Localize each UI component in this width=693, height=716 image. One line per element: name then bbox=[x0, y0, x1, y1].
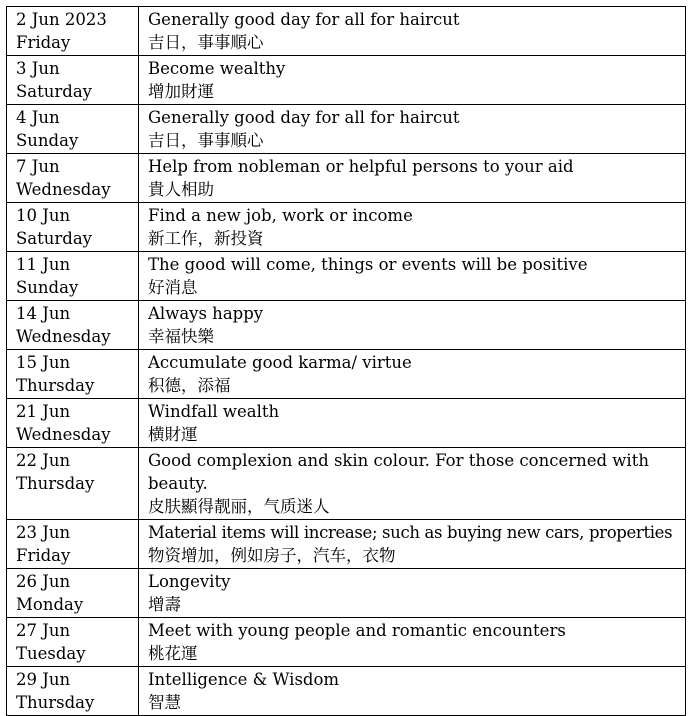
weekday-text: Saturday bbox=[16, 82, 93, 101]
english-meaning: The good will come, things or events will be positive bbox=[148, 255, 588, 274]
date-cell bbox=[7, 301, 139, 350]
english-meaning: Meet with young people and romantic encounters bbox=[148, 621, 566, 640]
english-meaning: Generally good day for all for haircut bbox=[148, 10, 460, 29]
date-cell bbox=[7, 569, 139, 618]
english-meaning: Always happy bbox=[148, 304, 264, 323]
weekday-text: Thursday bbox=[16, 693, 95, 712]
meaning-cell bbox=[139, 350, 686, 399]
meaning-cell bbox=[139, 7, 686, 56]
table-row bbox=[7, 105, 686, 154]
chinese-meaning: 桃花運 bbox=[148, 644, 198, 663]
table-row bbox=[7, 399, 686, 448]
meaning-cell bbox=[139, 56, 686, 105]
english-meaning: Become wealthy bbox=[148, 59, 286, 78]
weekday-text: Saturday bbox=[16, 229, 93, 248]
table-row bbox=[7, 667, 686, 716]
weekday-text: Tuesday bbox=[16, 644, 86, 663]
table-row bbox=[7, 448, 686, 520]
meaning-cell bbox=[139, 618, 686, 667]
meaning-cell bbox=[139, 203, 686, 252]
date-text: 27 Jun bbox=[16, 621, 71, 640]
meaning-cell bbox=[139, 154, 686, 203]
date-text: 22 Jun bbox=[16, 451, 71, 470]
english-meaning: Accumulate good karma/ virtue bbox=[148, 353, 412, 372]
weekday-text: Sunday bbox=[16, 278, 79, 297]
chinese-meaning: 好消息 bbox=[148, 278, 198, 297]
meaning-cell bbox=[139, 301, 686, 350]
date-text: 14 Jun bbox=[16, 304, 71, 323]
english-meaning: Good complexion and skin colour. For those concerned with beauty. bbox=[148, 451, 649, 493]
date-text: 29 Jun bbox=[16, 670, 71, 689]
table-row bbox=[7, 618, 686, 667]
date-cell bbox=[7, 399, 139, 448]
date-text: 2 Jun 2023 bbox=[16, 10, 107, 29]
weekday-text: Friday bbox=[16, 33, 71, 52]
chinese-meaning: 貴人相助 bbox=[148, 180, 214, 199]
date-cell bbox=[7, 203, 139, 252]
date-cell bbox=[7, 448, 139, 520]
date-cell bbox=[7, 56, 139, 105]
table-row bbox=[7, 520, 686, 569]
chinese-meaning: 智慧 bbox=[148, 693, 181, 712]
date-text: 7 Jun bbox=[16, 157, 60, 176]
date-text: 4 Jun bbox=[16, 108, 60, 127]
date-text: 21 Jun bbox=[16, 402, 71, 421]
date-cell bbox=[7, 154, 139, 203]
chinese-meaning: 幸福快樂 bbox=[148, 327, 214, 346]
weekday-text: Wednesday bbox=[16, 327, 111, 346]
chinese-meaning: 积德，添福 bbox=[148, 376, 231, 395]
chinese-meaning: 增加財運 bbox=[148, 82, 214, 101]
date-text: 23 Jun bbox=[16, 523, 71, 542]
meaning-cell bbox=[139, 520, 686, 569]
chinese-meaning: 横財運 bbox=[148, 425, 198, 444]
date-cell bbox=[7, 350, 139, 399]
table-row bbox=[7, 252, 686, 301]
date-text: 11 Jun bbox=[16, 255, 71, 274]
english-meaning: Intelligence & Wisdom bbox=[148, 670, 340, 689]
english-meaning: Generally good day for all for haircut bbox=[148, 108, 460, 127]
meaning-cell bbox=[139, 252, 686, 301]
meaning-cell bbox=[139, 448, 686, 520]
chinese-meaning: 吉日，事事順心 bbox=[148, 33, 264, 52]
english-meaning: Longevity bbox=[148, 572, 231, 591]
date-cell bbox=[7, 252, 139, 301]
table-row bbox=[7, 350, 686, 399]
table-row bbox=[7, 569, 686, 618]
date-text: 10 Jun bbox=[16, 206, 71, 225]
date-cell bbox=[7, 667, 139, 716]
chinese-meaning: 皮肤顯得靓丽，气质迷人 bbox=[148, 497, 330, 516]
chinese-meaning: 新工作，新投資 bbox=[148, 229, 264, 248]
table-row bbox=[7, 301, 686, 350]
weekday-text: Friday bbox=[16, 546, 71, 565]
date-text: 15 Jun bbox=[16, 353, 71, 372]
date-cell bbox=[7, 520, 139, 569]
meaning-cell bbox=[139, 667, 686, 716]
date-cell bbox=[7, 7, 139, 56]
english-meaning: Material items will increase; such as buying new cars, properties bbox=[148, 523, 673, 542]
table-row bbox=[7, 203, 686, 252]
table-row bbox=[7, 7, 686, 56]
table-body bbox=[7, 7, 686, 716]
weekday-text: Thursday bbox=[16, 376, 95, 395]
chinese-meaning: 吉日，事事順心 bbox=[148, 131, 264, 150]
english-meaning: Windfall wealth bbox=[148, 402, 280, 421]
table-row bbox=[7, 56, 686, 105]
meaning-cell bbox=[139, 105, 686, 154]
weekday-text: Sunday bbox=[16, 131, 79, 150]
table-row bbox=[7, 154, 686, 203]
date-cell bbox=[7, 618, 139, 667]
date-cell bbox=[7, 105, 139, 154]
english-meaning: Help from nobleman or helpful persons to your aid bbox=[148, 157, 574, 176]
date-text: 26 Jun bbox=[16, 572, 71, 591]
date-text: 3 Jun bbox=[16, 59, 60, 78]
weekday-text: Thursday bbox=[16, 474, 95, 493]
meaning-cell bbox=[139, 569, 686, 618]
english-meaning: Find a new job, work or income bbox=[148, 206, 413, 225]
meaning-cell bbox=[139, 399, 686, 448]
haircut-calendar-table bbox=[6, 6, 686, 716]
weekday-text: Wednesday bbox=[16, 180, 111, 199]
weekday-text: Monday bbox=[16, 595, 84, 614]
chinese-meaning: 物资增加，例如房子，汽车，衣物 bbox=[148, 546, 396, 565]
weekday-text: Wednesday bbox=[16, 425, 111, 444]
chinese-meaning: 增壽 bbox=[148, 595, 181, 614]
